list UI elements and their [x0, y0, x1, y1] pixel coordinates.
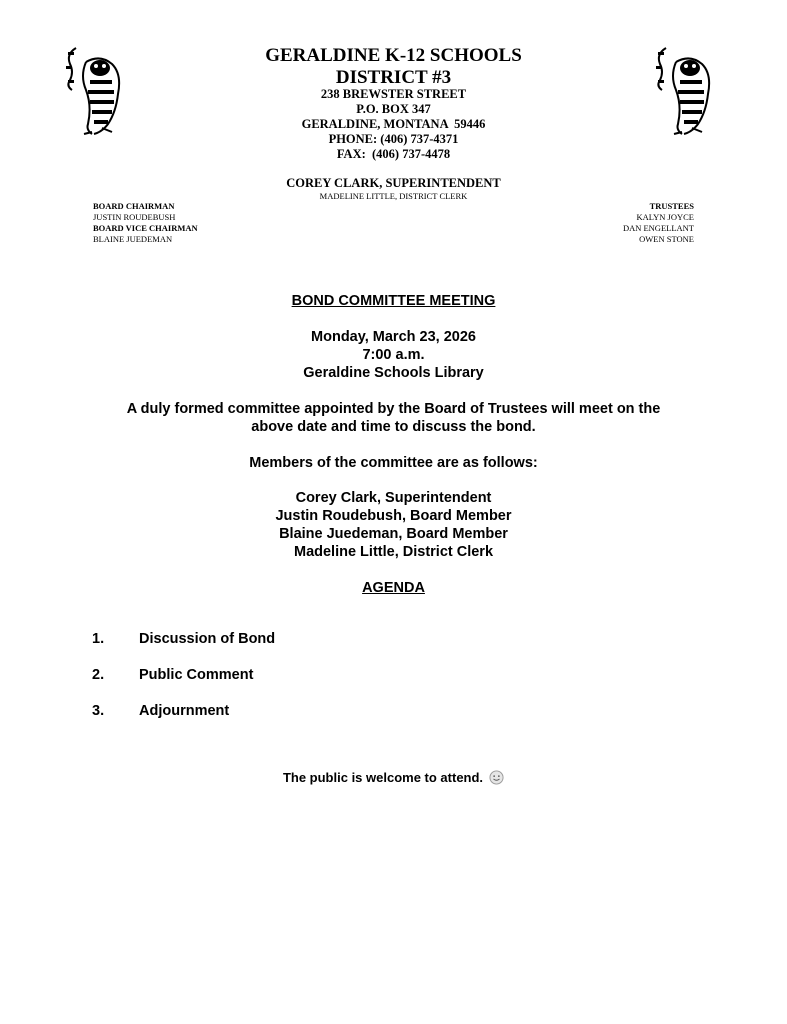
- po-box: P.O. BOX 347: [356, 102, 431, 116]
- fax-number: FAX: (406) 737-4478: [336, 147, 451, 161]
- chairman-name: JUSTIN ROUDEBUSH: [93, 212, 176, 222]
- agenda-item-number: 2.: [92, 667, 105, 683]
- committee-member: Corey Clark, Superintendent: [295, 490, 492, 506]
- vice-chairman-title: BOARD VICE CHAIRMAN: [93, 223, 198, 233]
- committee-member: Blaine Juedeman, Board Member: [279, 526, 508, 542]
- trustee-name: OWEN STONE: [639, 234, 694, 244]
- street-address: 238 BREWSTER STREET: [320, 87, 467, 101]
- meeting-description-line-1: A duly formed committee appointed by the Board of Trustees will meet on the: [126, 401, 661, 417]
- school-name: GERALDINE K-12 SCHOOLS: [265, 45, 522, 66]
- trustees-list: [623, 201, 694, 245]
- trustee-name: KALYN JOYCE: [636, 212, 694, 222]
- public-welcome-text: The public is welcome to attend.: [282, 770, 484, 785]
- trustees-title: TRUSTEES: [649, 201, 694, 211]
- city-line: GERALDINE, MONTANA 59446: [301, 117, 486, 131]
- agenda-item-label: Discussion of Bond: [139, 631, 276, 647]
- trustee-name: DAN ENGELLANT: [622, 223, 694, 233]
- meeting-date: Monday, March 23, 2026: [311, 329, 476, 345]
- agenda-item-label: Public Comment: [139, 667, 254, 683]
- committee-member: Justin Roudebush, Board Member: [275, 508, 512, 524]
- smiley-icon: [489, 770, 504, 785]
- board-officers: [93, 201, 198, 245]
- vice-chairman-name: BLAINE JUEDEMAN: [93, 234, 173, 244]
- phone-number: PHONE: (406) 737-4371: [328, 132, 459, 146]
- meeting-location: Geraldine Schools Library: [303, 365, 484, 381]
- agenda-item-number: 3.: [92, 703, 105, 719]
- public-welcome-note: [0, 770, 787, 785]
- meeting-title: BOND COMMITTEE MEETING: [291, 293, 496, 309]
- district-number: DISTRICT #3: [335, 67, 452, 88]
- meeting-time: 7:00 a.m.: [362, 347, 425, 363]
- chairman-title: BOARD CHAIRMAN: [93, 201, 175, 211]
- committee-member: Madeline Little, District Clerk: [293, 544, 494, 560]
- meeting-description-line-2: above date and time to discuss the bond.: [251, 419, 536, 435]
- agenda-item-label: Adjournment: [139, 703, 230, 719]
- district-clerk: MADELINE LITTLE, DISTRICT CLERK: [319, 191, 468, 201]
- agenda-item-number: 1.: [92, 631, 105, 647]
- agenda-heading: AGENDA: [362, 580, 425, 596]
- superintendent: COREY CLARK, SUPERINTENDENT: [286, 176, 501, 190]
- members-intro: Members of the committee are as follows:: [249, 455, 538, 471]
